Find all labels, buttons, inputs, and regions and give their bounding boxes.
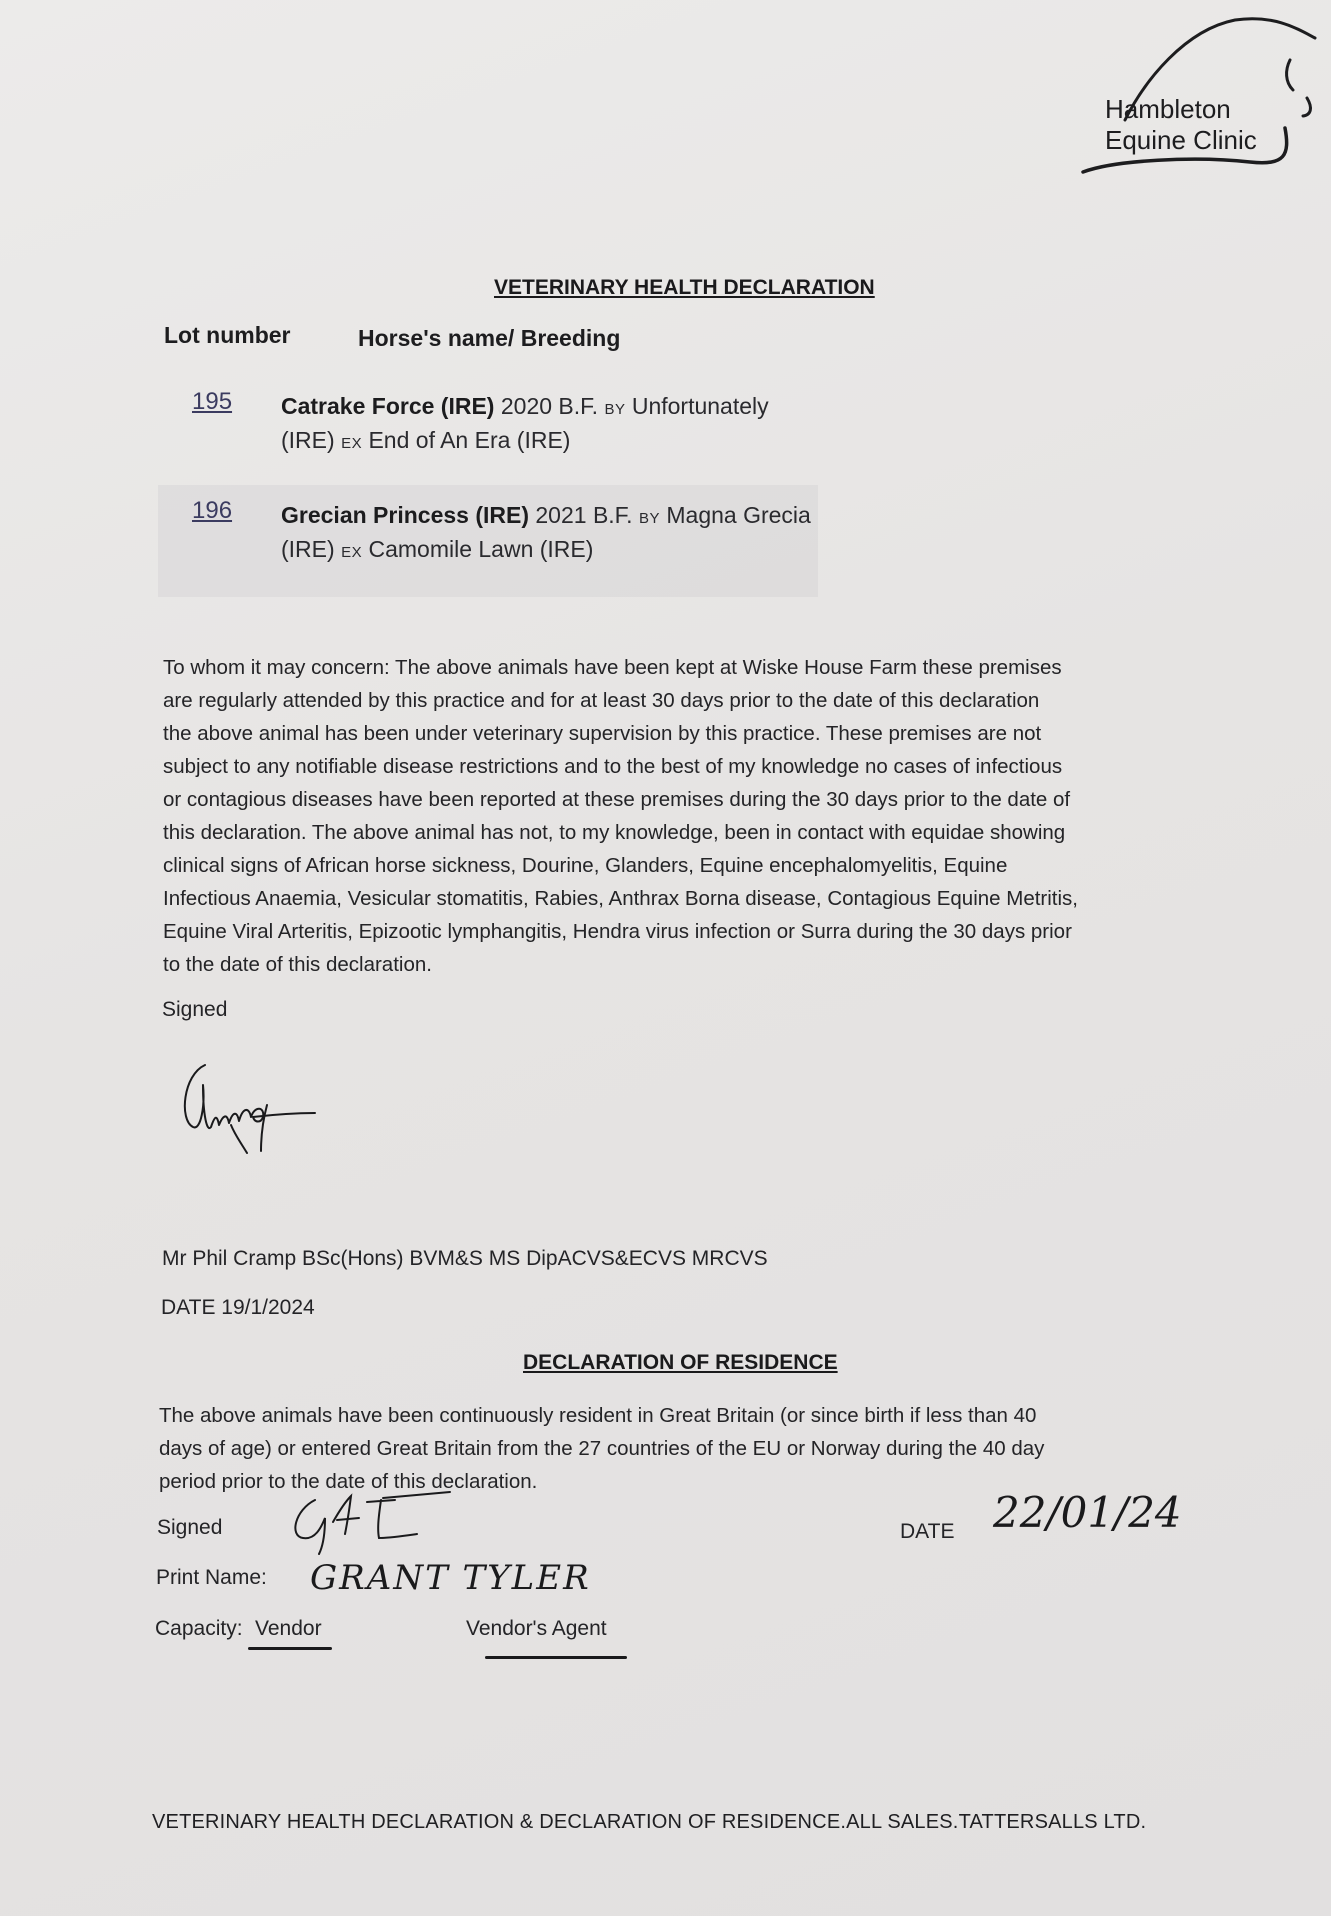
print-name-value: GRANT TYLER	[310, 1558, 591, 1598]
lot-number: 196	[192, 497, 233, 524]
clinic-logo	[1075, 10, 1325, 185]
sire-name: Magna Grecia	[659, 502, 811, 528]
horse-line-1	[281, 500, 841, 534]
agent-signature	[285, 1488, 455, 1558]
horse-name: Catrake Force (IRE)	[281, 393, 495, 419]
by-label: BY	[638, 510, 660, 527]
horse-desc: 2020 B.F.	[494, 393, 605, 419]
sire-origin: (IRE)	[281, 536, 342, 562]
residence-line: days of age) or entered Great Britain from the 27 countries of the EU or Norway during the 40 day	[159, 1437, 1045, 1460]
declaration-line: subject to any notifiable disease restrictions and to the best of my knowledge no cases of infectious	[163, 755, 1063, 778]
dam-name: Camomile Lawn (IRE)	[362, 536, 594, 562]
residence-line: The above animals have been continuously resident in Great Britain (or since birth if less than 40	[159, 1404, 1037, 1427]
by-label: BY	[604, 401, 626, 418]
horse-desc: 2021 B.F.	[529, 502, 639, 528]
horse-line-2	[281, 425, 841, 459]
dam-name: End of An Era (IRE)	[362, 427, 571, 453]
logo-line-2: Equine Clinic	[1105, 125, 1257, 155]
capacity-vendor: Vendor	[255, 1617, 322, 1640]
lot-number: 195	[192, 388, 233, 415]
vet-signed-label: Signed	[162, 998, 228, 1021]
vet-date: DATE 19/1/2024	[161, 1296, 315, 1319]
declaration-line: Infectious Anaemia, Vesicular stomatitis, Rabies, Anthrax Borna disease, Contagious Equine Metritis,	[163, 887, 1079, 910]
lot-number-header: Lot number	[164, 322, 291, 348]
sire-name: Unfortunately	[625, 393, 769, 419]
vet-signature	[175, 1055, 325, 1160]
declaration-line: the above animal has been under veterinary supervision by this practice. These premises are not	[163, 722, 1042, 745]
residence-paragraph	[159, 1399, 1179, 1498]
declaration-line: To whom it may concern: The above animals have been kept at Wiske House Farm these premises	[163, 656, 1062, 679]
residence-line: period prior to the date of this declaration.	[159, 1470, 538, 1493]
capacity-agent: Vendor's Agent	[466, 1617, 607, 1640]
capacity-label: Capacity:	[155, 1617, 243, 1640]
logo-line-1: Hambleton	[1105, 94, 1231, 124]
declaration-line: or contagious diseases have been reported at these premises during the 30 days prior to the date of	[163, 788, 1071, 811]
print-name-label: Print Name:	[156, 1566, 267, 1589]
horse-line-1	[281, 391, 841, 425]
ex-label: EX	[341, 435, 363, 452]
residence-heading: DECLARATION OF RESIDENCE	[523, 1351, 838, 1374]
ex-label: EX	[341, 544, 363, 561]
agent-date-value: 22/01/24	[993, 1488, 1182, 1537]
page-footer: VETERINARY HEALTH DECLARATION & DECLARATION OF RESIDENCE.ALL SALES.TATTERSALLS LTD.	[152, 1811, 1147, 1833]
declaration-line: clinical signs of African horse sickness, Dourine, Glanders, Equine encephalomyelitis, Equine	[163, 854, 1008, 877]
horse-line-2	[281, 534, 841, 568]
vendor-underline-mark	[248, 1647, 332, 1650]
page-title: VETERINARY HEALTH DECLARATION	[494, 276, 875, 299]
declaration-paragraph	[163, 651, 1203, 981]
sire-origin: (IRE)	[281, 427, 342, 453]
declaration-line: are regularly attended by this practice and for at least 30 days prior to the date of this declaration	[163, 689, 1040, 712]
declaration-line: to the date of this declaration.	[163, 953, 432, 976]
agent-underline-mark	[485, 1656, 627, 1659]
horse-name: Grecian Princess (IRE)	[281, 502, 529, 528]
vet-name: Mr Phil Cramp BSc(Hons) BVM&S MS DipACVS&ECVS MRCVS	[162, 1247, 768, 1270]
agent-date-label: DATE	[900, 1520, 955, 1543]
declaration-line: Equine Viral Arteritis, Epizootic lymphangitis, Hendra virus infection or Surra during the 30 days prior	[163, 920, 1072, 943]
horse-name-header: Horse's name/ Breeding	[358, 325, 621, 351]
declaration-line: this declaration. The above animal has not, to my knowledge, been in contact with equidae showing	[163, 821, 1066, 844]
horse-entry	[281, 391, 841, 459]
agent-signed-label: Signed	[157, 1516, 223, 1539]
horse-entry	[281, 500, 841, 568]
